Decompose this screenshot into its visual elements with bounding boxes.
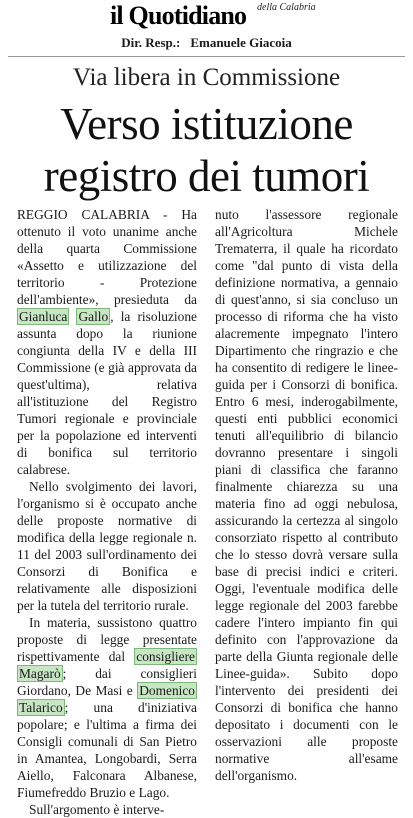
masthead-divider (8, 56, 405, 57)
paragraph: nuto l'assessore regionale all'Agricoltura Michele Trematerra, il quale ha ricordato come "dal punto di vista della definizione normativa, a gennaio di quest'anno, si sia concluso un processo di riforma che ha visto alacremente impegnato l'intero Dipartimento che ringrazio e che ha consentito di redigere le linee-guida per i Consorzi di bonifica. Entro 6 mesi, inderogabilmente, questi enti pubblici economici tenuti all'equilibrio di bilancio dovranno presentare i singoli piani di classifica che faranno finalmente chiarezza su una materia fino ad oggi nebulosa, assicurando la certezza al singolo consorziato rispetto al contributo che lo stesso dovrà versare sulla base di precisi indici e criteri. Oggi, l'eventuale modifica delle legge regionale del 2003 farebbe cadere l'intero impianto fin qui definito con l'approvazione da parte della Giunta regionale delle Linee-guida». Subito dopo l'intervento dei presidenti dei Consorzi di bonifica che hanno depositato i documenti con le osservazioni alle proposte normative all'esame dell'organismo. (215, 207, 398, 783)
headline-line-2: registro dei tumori (43, 151, 370, 201)
highlighted-name: Magarò (19, 666, 61, 681)
paragraph-text: REGGIO CALABRIA - Ha ottenuto il voto unanime anche della quarta Commissione «Assetto e utilizzazione del territorio - Protezione dell'ambiente», presieduta da (17, 207, 197, 307)
logo-subtitle: della Calabria (257, 2, 316, 13)
article-kicker: Via libera in Commissione (72, 64, 341, 91)
paragraph: Nello svolgimento dei lavori, l'organismo si è occupato anche delle proposte normative di modifica della legge regionale n. 11 del 2003 sull'ordinamento dei Consorzi di Bonifica e relativamente alle disposizioni per la tutela del territorio rurale. (17, 479, 197, 613)
paragraph-text: ; dai consiglieri Giordano, De Masi e (17, 666, 197, 698)
highlighted-name: Talarico (19, 700, 63, 715)
paragraph-text: , la risoluzione assunta dopo la riunione congiunta della IV e della III Commissione (e già approvata da quest'ultima), relativa all'istituzione del Registro Tumori regionale e provinciale per la popolazione ed interventi di bonifica sul territorio calabrese. (17, 309, 197, 477)
paragraph (17, 614, 197, 801)
article-column-left (17, 206, 197, 818)
highlighted-name: Gianluca (19, 309, 68, 324)
article-headline (0, 98, 413, 202)
paragraph-text: ; una d'iniziativa popolare; e l'ultima a firma dei Consigli comunali di San Pietro in Amantea, Longobardi, Serra Aiello, Falconara Albanese, Fiumefreddo Bruzio e Lago. (17, 700, 197, 800)
paragraph: Sull'argomento è interve- (29, 802, 165, 817)
director-label: Dir. Resp.: (121, 35, 181, 50)
director-name: Emanuele Giacoia (190, 35, 292, 50)
paragraph (17, 206, 197, 478)
masthead (0, 0, 413, 58)
highlighted-name: Domenico (139, 683, 195, 698)
headline-line-1: Verso istituzione (60, 99, 353, 149)
director-line (0, 35, 413, 51)
paragraph-text: In materia, sussistono quattro proposte di legge presentate rispettivamente dal (17, 615, 197, 664)
newspaper-logo: il Quotidiano (110, 1, 247, 30)
article-column-right (215, 206, 398, 784)
highlighted-name: consigliere (136, 649, 195, 664)
highlighted-name: Gallo (78, 309, 109, 324)
